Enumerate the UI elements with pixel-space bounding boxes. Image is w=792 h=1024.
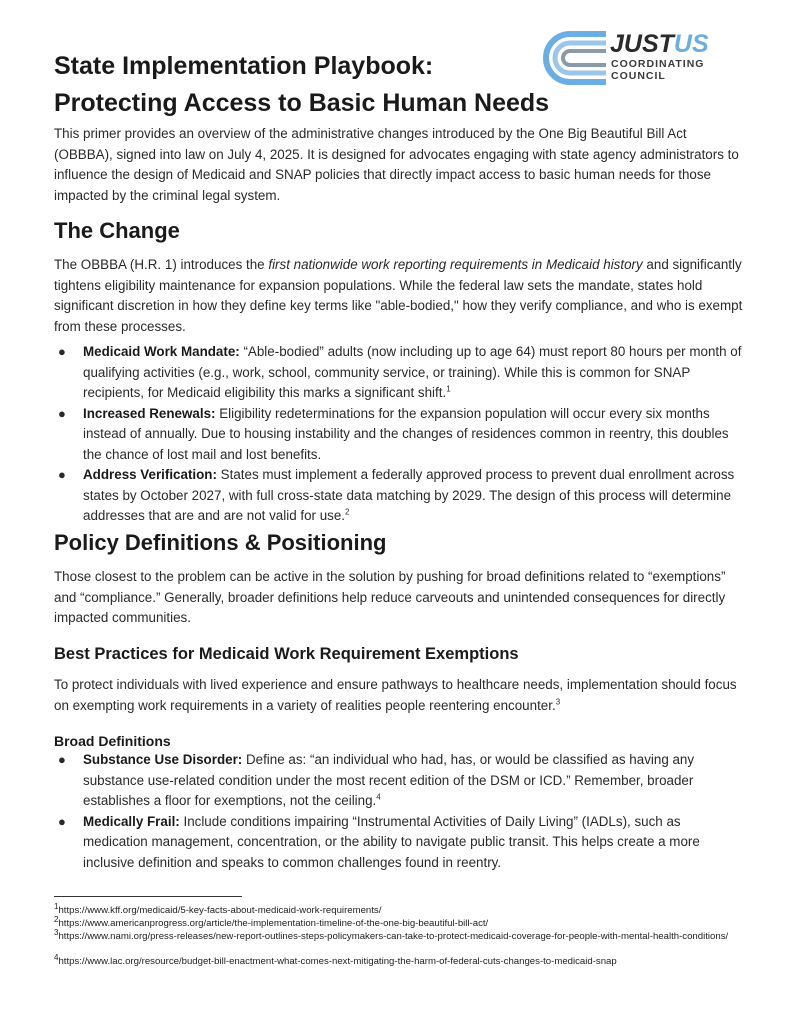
bullet-text: “Able-bodied” adults (now including up to age 64) must report 80 hours per month of qualifying activities (e.g., work, school, community service, or training). While this is common for SNAP recipients, for Medicaid eligibility this marks a significant shift.	[83, 344, 742, 400]
bullet-text: Include conditions impairing “Instrumental Activities of Daily Living” (IADLs), such as medication management, concentration, or the ability to navigate public transit. This helps create a more inclusive definition and speaks to common challenges found in reentry.	[83, 813, 700, 870]
footnote-2	[54, 914, 744, 930]
bullet-text: States must implement a federally approved process to prevent dual enrollment across states by October 2027, with full cross-state data matching by 2029. The design of this process will determine addresses that are and are not valid for use.	[83, 467, 735, 523]
footnote-url[interactable]: https://www.lac.org/resource/budget-bill-enactment-what-comes-next-mitigating-the-harm-of-federal-cuts-changes-to-medicaid-snap	[58, 956, 617, 967]
section-heading-policy: Policy Definitions & Positioning	[54, 530, 387, 555]
footnote-ref: 2	[345, 507, 350, 517]
footnote-number: 3	[54, 927, 59, 937]
footnote-number: 4	[54, 952, 59, 962]
bullet-icon: ●	[58, 405, 66, 421]
logo-word-us: US	[673, 30, 709, 58]
list-item	[54, 812, 744, 874]
list-item	[54, 465, 744, 527]
change-para-start: The OBBBA (H.R. 1) introduces the	[54, 257, 269, 272]
logo-word-just: JUST	[610, 30, 674, 58]
section-heading-change: The Change	[54, 218, 180, 243]
footnote-url[interactable]: https://www.nami.org/press-releases/new-report-outlines-steps-policymakers-can-take-to-protect-medicaid-coverage-for-people-with-mental-health-conditions/	[58, 931, 729, 942]
change-para-end: and significantly tightens eligibility maintenance for expansion populations. While the federal law sets the mandate, states hold significant discretion in how they define key terms like "able-bodied," how they verify compliance, and who is exempt from these processes.	[54, 257, 743, 334]
logo-wordmark	[610, 32, 709, 57]
bullet-icon: ●	[58, 467, 66, 482]
list-item	[54, 750, 744, 812]
footnote-ref: 3	[555, 697, 561, 707]
footnote-number: 2	[54, 914, 59, 924]
bullet-lead: Increased Renewals:	[83, 405, 216, 421]
logo-line-coordinating: COORDINATING	[611, 58, 705, 70]
subheading-best-practices: Best Practices for Medicaid Work Requirement Exemptions	[54, 645, 519, 663]
change-bullet-list	[54, 342, 744, 527]
footnote-4	[54, 952, 744, 968]
footnote-3	[54, 927, 744, 943]
intro-paragraph: This primer provides an overview of the administrative changes introduced by the One Big Beautiful Bill Act (OBBBA), signed into law on July 4, 2025. It is designed for advocates engaging with state agency administrators to influence the design of Medicaid and SNAP policies that directly impact access to basic human needs for those impacted by the criminal legal system.	[54, 126, 739, 203]
bullet-lead: Address Verification:	[83, 467, 217, 482]
bullet-icon: ●	[58, 752, 66, 767]
policy-paragraph: Those closest to the problem can be active in the solution by pushing for broad definitions related to “exemptions” and “compliance.” Generally, broader definitions help reduce carveouts and unintended consequences for directly impacted communities.	[54, 569, 726, 625]
bullet-text: Define as: “an individual who had, has, or would be classified as having any substance use-related condition under the most recent edition of the DSM or ICD.” Remember, broader establishes a floor for exemptions, not the ceiling.	[83, 752, 695, 808]
footnote-ref: 4	[376, 792, 381, 802]
page-title-line-2: Protecting Access to Basic Human Needs	[54, 89, 550, 117]
footnote-1	[54, 901, 744, 917]
bullet-lead: Medicaid Work Mandate:	[83, 344, 240, 359]
best-practices-paragraph	[54, 675, 744, 716]
footnote-url[interactable]: https://www.americanprogress.org/article/the-implementation-timeline-of-the-one-big-beautiful-bill-act/	[58, 918, 489, 929]
best-practices-text: To protect individuals with lived experience and ensure pathways to healthcare needs, implementation should focus on exempting work requirements in a variety of realities people reentering encounter.	[54, 677, 737, 713]
bullet-lead: Substance Use Disorder:	[83, 752, 243, 767]
bullet-icon: ●	[58, 813, 66, 829]
bullet-lead: Medically Frail:	[83, 813, 180, 829]
change-para-emphasis: first nationwide work reporting requirements in Medicaid history	[268, 257, 643, 272]
broad-bullet-list	[54, 750, 744, 873]
footnote-divider	[54, 896, 242, 897]
page-title-line-1: State Implementation Playbook:	[54, 52, 434, 80]
list-item	[54, 342, 744, 404]
subheading-broad-definitions: Broad Definitions	[54, 733, 171, 749]
bullet-text: Eligibility redeterminations for the expansion population will occur every six months instead of annually. Due to housing instability and the changes of residences common in reentry, this doubles the chance of lost mail and lost benefits.	[83, 405, 729, 462]
change-paragraph	[54, 255, 744, 337]
justus-logo	[536, 28, 736, 88]
logo-mark-icon	[536, 28, 610, 88]
footnote-number: 1	[54, 901, 59, 911]
logo-line-council: COUNCIL	[611, 70, 666, 82]
footnote-url[interactable]: https://www.kff.org/medicaid/5-key-facts-about-medicaid-work-requirements/	[58, 905, 382, 916]
bullet-icon: ●	[58, 344, 66, 359]
list-item	[54, 404, 744, 466]
footnote-ref: 1	[446, 384, 451, 394]
